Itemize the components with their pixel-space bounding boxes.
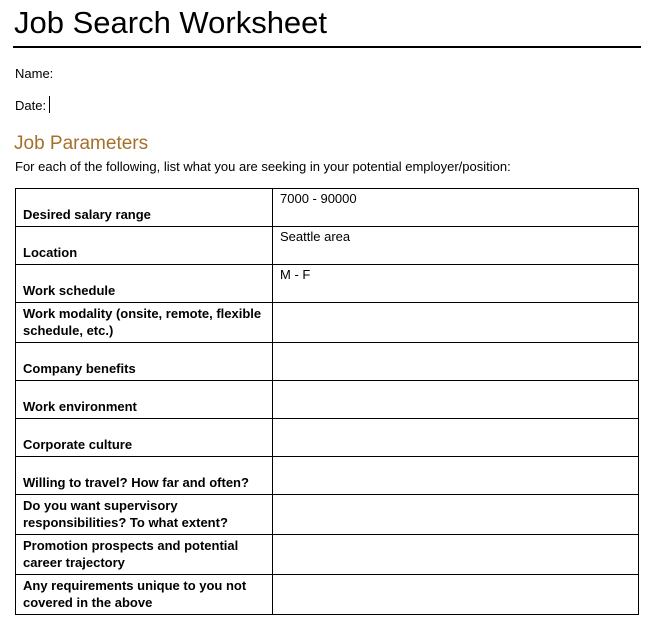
parameter-label: Any requirements unique to you not covered in the above: [16, 575, 273, 615]
section-instructions: For each of the following, list what you are seeking in your potential employer/position:: [15, 159, 511, 174]
parameter-label: Work schedule: [16, 265, 273, 303]
parameter-value-cell[interactable]: [273, 495, 639, 535]
section-heading: Job Parameters: [14, 133, 149, 154]
parameter-value-cell[interactable]: [273, 535, 639, 575]
text-cursor: [49, 96, 50, 113]
parameter-label: Promotion prospects and potential career trajectory: [16, 535, 273, 575]
parameter-value-cell[interactable]: [273, 419, 639, 457]
parameter-label: Work environment: [16, 381, 273, 419]
parameter-label: Do you want supervisory responsibilities? To what extent?: [16, 495, 273, 535]
table-row: [16, 343, 639, 381]
parameter-label: Company benefits: [16, 343, 273, 381]
job-parameters-table: [15, 188, 639, 615]
parameter-label: Work modality (onsite, remote, flexible schedule, etc.): [16, 303, 273, 343]
title-underline: [13, 46, 641, 48]
date-field[interactable]: [15, 96, 50, 114]
parameter-label: Corporate culture: [16, 419, 273, 457]
table-row: [16, 457, 639, 495]
table-row: [16, 419, 639, 457]
table-row: [16, 227, 639, 265]
date-label: Date:: [15, 98, 47, 113]
parameter-label: Desired salary range: [16, 189, 273, 227]
table-row: [16, 381, 639, 419]
parameter-value-cell[interactable]: 7000 - 90000: [273, 189, 639, 227]
page-title: Job Search Worksheet: [14, 5, 328, 40]
table-row: [16, 535, 639, 575]
name-label: Name:: [15, 66, 54, 81]
table-row: [16, 189, 639, 227]
parameter-value-cell[interactable]: [273, 575, 639, 615]
parameter-value-cell[interactable]: [273, 381, 639, 419]
table-row: [16, 265, 639, 303]
parameter-value-cell[interactable]: [273, 303, 639, 343]
parameter-value-cell[interactable]: [273, 343, 639, 381]
table-row: [16, 575, 639, 615]
parameter-value-cell[interactable]: M - F: [273, 265, 639, 303]
parameter-label: Location: [16, 227, 273, 265]
table-row: [16, 303, 639, 343]
parameter-value-cell[interactable]: Seattle area: [273, 227, 639, 265]
name-field[interactable]: [15, 66, 53, 82]
parameter-value-cell[interactable]: [273, 457, 639, 495]
table-row: [16, 495, 639, 535]
parameter-label: Willing to travel? How far and often?: [16, 457, 273, 495]
